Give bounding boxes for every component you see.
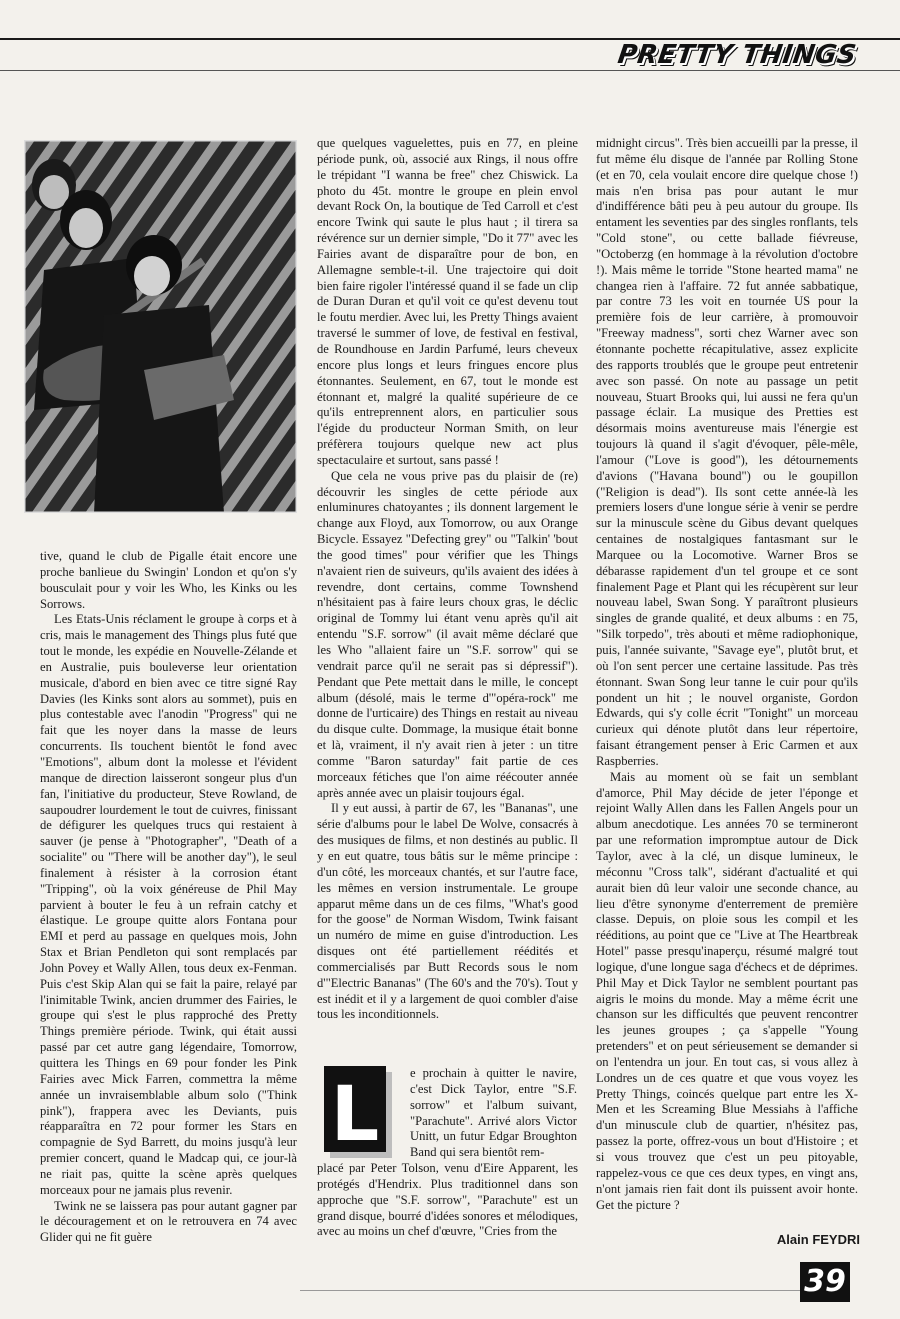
band-photo-image: [24, 140, 297, 513]
paragraph: Mais au moment où se fait un semblant d'amorce, Phil May décide de jeter l'éponge et rejoint Wally Allen dans les Fallen Angels pour un album anecdotique. Les années 70 se termineront par une reformation impromptue autour de Dick Taylor, avec à la clé, un disque lumineux, le méconnu "Cross talk", sidérant d'actualité et qui aurait bien dû leur valoir une seconde chance, au lieu d'être synonyme d'enterrement de première classe. Depuis, on ploie sous les compil et les rééditions, au point que ce "Live at The Heartbreak Hotel" passe presqu'inaperçu, résumé malgré tout logique, d'une longue saga d'échecs et de déprimes. Phil May et Dick Taylor ne semblent pourtant pas aigris le moins du monde. May a même écrit une chanson sur les difficultés que peuvent rencontrer les jeunes groupes ; ça s'appelle "Young pretenders" et on peut sérieusement se demander si on l'entendra un jour. En tout cas, si vous allez à Londres un de ces quatre et que vous voyez les Pretty Things, coincés quelque part entre les X-Men et les Screaming Blue Messiahs à l'affiche d'un minuscule club de quartier, n'hésitez pas, passez la porte, offrez-vous un bout d'Histoire ; et si vous trouvez que c'est un peu pitoyable, rappelez-vous ce que ces deux types, en vingt ans, n'ont jamais rien fait dont ils puissent avoir honte. Get the picture ?: [596, 769, 858, 1212]
paragraph: Twink ne se laissera pas pour autant gagner par le découragement et on le retrouvera en 74 avec Glider qui ne fit guère: [40, 1198, 297, 1245]
paragraph: Que cela ne vous prive pas du plaisir de (re) découvrir les singles de cette période aux enluminures chatoyantes ; ils donnent largement le change aux Floyd, aux Tomorrow, ou aux Orange Bicycle. Essayez "Defecting grey" ou "Talkin' 'bout the good times" pour vérifier que les Things n'avaient rien de suiveurs, qu'ils avaient des idées à revendre, dont certains, comme Townshend n'hésitaient pas à faire leurs choux gras, le déclic original de Tommy lui étant venu après qu'il ait entendu "S.F. sorrow" (il avait même déclaré que les Who "allaient faire un "S.F. sorrow" qui se vendrait parce qu'il ne serait pas si dépressif"). Pendant que Pete mettait dans le mille, le concept album (désolé, mais le terme d'"opéra-rock" me donne de l'urticaire) des Things en restait au niveau du disque culte. Dommage, la musique était bonne et là, vraiment, il n'y avait rien à jeter : un titre comme "Baron saturday" fait partie de ces morceaux fétiches que l'on aime réécouter année après année avec un plaisir toujours égal.: [317, 468, 578, 800]
paragraph: que quelques vaguelettes, puis en 77, en pleine période punk, où, associé aux Rings, il nous offre le trépidant "I wanna be free" chez Chiswick. La photo du 45t. montre le groupe en plein envol devant Rock On, la boutique de Ted Carroll et c'est encore Twink qui saute le plus haut ; il tirera sa révérence sur un dernier simple, "Do it 77" avec les Fairies avant de disparaître pour de bon, en Allemagne semble-t-il. Une trajectoire qui doit bien faire rigoler l'intéressé quand il se fade un clip de Duran Duran et qu'il voit ce qu'est devenu tout le foutu merdier. Avec lui, les Pretty Things avaient traversé le summer of love, de festival en festival, de Roundhouse en Jardin Parfumé, leurs cheveux encore plus longs et leurs fringues encore plus étonnantes. Seulement, en 67, tout le monde est étonnant et, malgré la qualité supérieure de ce qu'ils entreprennent alors, en particulier sous l'égide du producteur Norman Smith, on leur préfèrera toujours quelque new act plus spectaculaire et surtout, sans passé !: [317, 136, 578, 467]
paragraph: Les Etats-Unis réclament le groupe à corps et à cris, mais le management des Things plus futé que tout le monde, les expédie en Nouvelle-Zélande et en Australie, puis bouleverse leur orientation musicale, d'abord en bien avec ce titre signé Ray Davies (les Kinks sont alors au sommet), puis en plus contestable avec l'anodin "Progress" qui ne fait que les noyer dans la masse de leurs concurrents. Ils touchent bientôt le fond avec "Emotions", album dont la molesse et l'évident manque de direction laisseront songeur plus d'un fan, l'initiative du producteur, Steve Rowland, de saupoudrer lourdement le tout de cuivres, finissant de défigurer les quelques trucs qui restaient à sauver (je pense à "Photographer", "Death of a socialite" ou "There will be another day"), le seul finalement à résister à la corrosion étant "Tripping", où la voix généreuse de Phil May parvient à bouter le feu à un refrain catchy et élastique. Le groupe quitte alors Fontana pour EMI et perd au passage en quelques mois, John Stax et Brian Pendleton qui sont remplacés par John Povey et Wally Allen, tous deux ex-Fenman. Puis c'est Skip Alan qui se fait la paire, relayé par l'inimitable Twink, ancien drummer des Fairies, le groupe qui s'est le plus rapproché des Pretty Things première période. Twink, qui était aussi passé par cet autre gang légendaire, Tomorrow, quittera les Things en 69 pour fonder les Pink Fairies avec Mick Farren, commettra la même année un invraisemblable album solo ("Think pink"), frappera avec les Deviants, puis réapparaîtra en 72 pour former les Stars en compagnie de Syd Barrett, du moins jusqu'à leur premier concert, quand le Madcap qui, ce jour-là ne riait pas, quitte la scène après quelques morceaux pour ne jamais plus revenir.: [40, 612, 297, 1197]
article-column-2-dropcap-text: [410, 1066, 577, 1161]
drop-cap-letter: L: [330, 1069, 380, 1158]
drop-cap-graphic: [320, 1064, 394, 1160]
footer-rule: [300, 1290, 800, 1291]
paragraph: e prochain à quitter le navire, c'est Dick Taylor, entre "S.F. sorrow" et l'album suivant, "Parachute". Arrivé alors Victor Unitt, un futur Edgar Broughton Band qui sera bientôt rem-: [410, 1066, 577, 1160]
page-number: 39: [800, 1262, 850, 1302]
drop-cap: [320, 1064, 394, 1160]
article-column-3: [596, 136, 858, 1213]
article-column-1: [40, 549, 297, 1246]
paragraph: placé par Peter Tolson, venu d'Eire Apparent, les protégés d'Hendrix. Plus traditionnel dans son approche que "S.F. sorrow", "Parachute" est un grand disque, bourré d'idées sonores et mélodiques, avec au moins un chef d'œuvre, "Cries from the: [317, 1161, 578, 1239]
paragraph: midnight circus". Très bien accueilli par la presse, il fut même élu disque de l'année par Rolling Stone (et en 70, cela voulait encore dire quelque chose !) mais n'en brisa pas pour autant le mur d'indifférence bâti peu à peu autour du groupe. Ils entament les seventies par des singles ronflants, tels "Cold stone", ou cette ballade fiévreuse, "Octoberzg (en hommage à la révolution d'octobre !). Mais même le torride "Stone hearted mama" ne changea rien à l'affaire. 72 fut année sabbatique, par contre 73 les voit en tournée US pour la première fois de leur carrière, à promouvoir "Freeway madness", sorti chez Warner avec son étonnante pochette récapitulative, assez explicite des rapports troublés que le groupe peut entretenir avec son passé. On note au passage un petit nouveau, Stuart Brooks qui, lui aussi ne fera qu'un passage éclair. La musique des Pretties est désormais moins aventureuse mais l'énergie est toujours là quand il s'agit d'évoquer, pêle-mêle, l'amour ("Love is good"), les détournements d'avions ("Havana bound") ou le goupillon ("Religion is dead"). Ils sont cette année-là les premiers losers d'une longue série à venir se perdre sur la minuscule scène du Gibus devant quelques centaines de nostalgiques fantasmant sur le Marquee ou la Locomotive. Warner Bros se débarasse rapidement d'un tel groupe et ce sont finalement Page et Plant qui les récupèrent sur leur nouveau label, Swan Song. Y paraîtront plusieurs singles de grande qualité, et deux albums : en 75, "Silk torpedo", très abouti et même radiophonique, puis, l'année suivante, "Savage eye", plutôt brut, et où l'on sent percer une certaine lassitude. Pas très étonnant. Swan Song leur tanne le cuir pour qu'ils pondent un hit ; le nouvel organiste, Gordon Edwards, qui s'y colle écrit "Tonight" un morceau curieux qui dénote plutôt dans leur répertoire, faisant étrangement penser à Eric Carmen et aux Raspberries.: [596, 136, 858, 768]
article-column-2-continuation: [317, 1161, 578, 1240]
paragraph: tive, quand le club de Pigalle était encore une proche banlieue du Swingin' London et qu'on s'y bousculait pour y voir les Who, les Kinks ou les Sorrows.: [40, 549, 297, 611]
section-header-title: PRETTY THINGS: [615, 40, 859, 70]
header-rule: [0, 70, 900, 71]
article-column-2: [317, 136, 578, 1023]
band-photo: [24, 140, 297, 513]
paragraph: Il y eut aussi, à partir de 67, les "Bananas", une série d'albums pour le label De Wolve, consacrés à des musiques de films, et non destinés au public. Il y en eut quatre, tous bâtis sur le même principe : d'un côté, les morceaux chantés, et sur l'autre face, les mêmes en version instrumentale. Le groupe apparut même dans un de ces films, "What's good for the goose" de Norman Wisdom, Twink faisant un numéro de mime en guise d'introduction. Les disques ont été partiellement réédités et commercialisés par Butt Records sous le nom d'"Electric Bananas" (The 60's and the 70's). Tout y est inédit et il y a largement de quoi combler d'aise tous les inconditionnels.: [317, 801, 578, 1022]
author-signature: Alain FEYDRI: [776, 1232, 860, 1247]
